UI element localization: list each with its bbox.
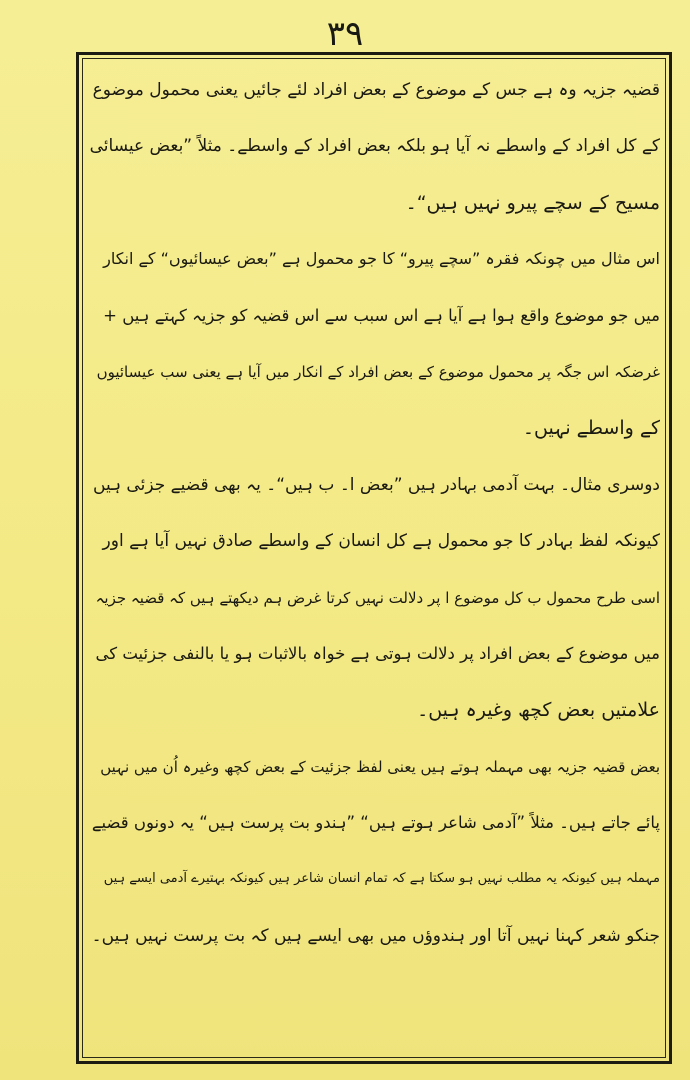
text-line: جنکو شعر کہنا نہیں آتا اور ہندوؤں میں بھی ایسے ہیں کہ بت پرست نہیں ہیں۔ [91,925,660,946]
text-line: علامتیں بعض کچھ وغیرہ ہیں۔ [417,699,660,722]
text-line: کے کل افراد کے واسطے نہ آیا ہو بلکہ بعض افراد کے واسطے۔ مثلاً ”بعض عیسائی [89,136,660,157]
text-line: بعض قضیہ جزیہ بھی مہملہ ہوتے ہیں یعنی لفظ جزئیت کے بعض کچھ وغیرہ اُن میں نہیں [100,757,660,776]
text-line: میں موضوع کے بعض افراد پر دلالت ہوتی ہے خواہ بالاثبات ہو یا بالنفی جزئیت کی [95,643,660,663]
text-line: اس مثال میں چونکہ فقرہ ”سچے پیرو“ کا جو محمول ہے ”بعض عیسائیوں“ کے انکار [103,249,660,269]
text-line: مسیح کے سچے پیرو نہیں ہیں“۔ [405,191,660,214]
text-line: غرضکہ اس جگہ پر محمول موضوع کے بعض افراد کے انکار میں آیا ہے یعنی سب عیسائیوں [96,362,660,381]
text-line: قضیہ جزیہ وہ ہے جس کے موضوع کے بعض افراد لئے جائیں یعنی محمول موضوع [92,80,660,100]
text-line: دوسری مثال۔ بہت آدمی بہادر ہیں ”بعض ا۔ ب ہیں“۔ یہ بھی قضیے جزئی ہیں [93,474,660,495]
text-line: کے واسطے نہیں۔ [522,417,660,440]
body-text [88,62,660,1052]
text-line: مہملہ ہیں کیونکہ یہ مطلب نہیں ہو سکتا ہے کہ تمام انسان شاعر ہیں کیونکہ بہتیرے آدمی ایسے ہیں [103,871,660,887]
text-line: پائے جاتے ہیں۔ مثلاً ”آدمی شاعر ہوتے ہیں“ ”ہندو بت پرست ہیں“ یہ دونوں قضیے [91,813,660,833]
text-line: میں جو موضوع واقع ہوا ہے آیا ہے اس سبب سے اس قضیہ کو جزیہ کہتے ہیں + [103,305,660,325]
page-number: ٣٩ [326,14,364,54]
text-line: کیونکہ لفظ بہادر کا جو محمول ہے کل انسان کے واسطے صادق نہیں آیا ہے اور [102,531,660,552]
text-line: اسی طرح محمول ب کل موضوع ا پر دلالت نہیں کرتا غرض ہم دیکھتے ہیں کہ قضیہ جزیہ [95,588,660,607]
